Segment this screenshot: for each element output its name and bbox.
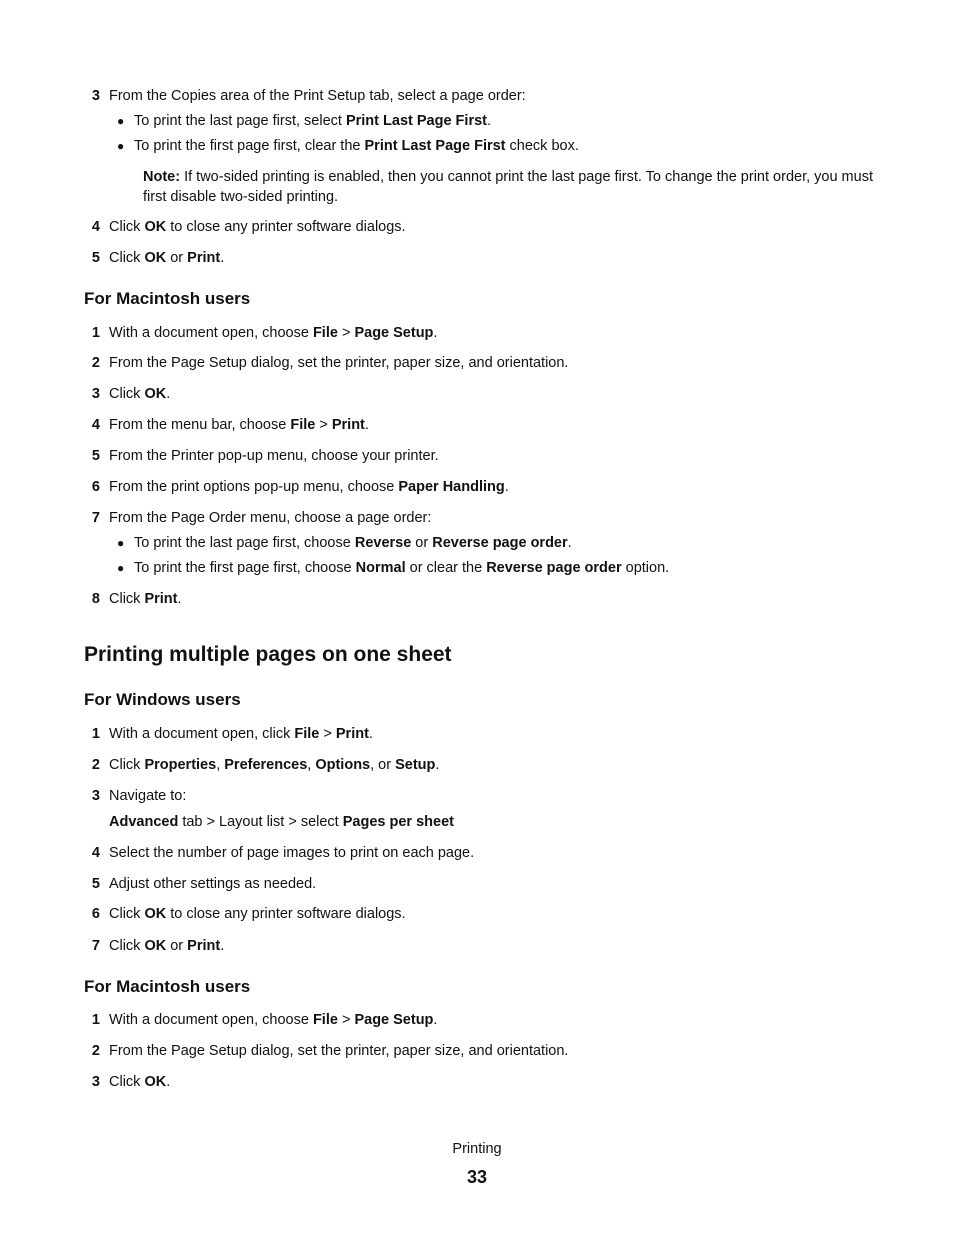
page-number: 33 xyxy=(466,1167,488,1187)
note-label: Note: xyxy=(143,169,181,185)
note-paragraph xyxy=(143,167,878,207)
bullet-dot-icon: ● xyxy=(117,139,125,153)
bullet-dot-icon: ● xyxy=(117,561,125,575)
section-title: Printing multiple pages on one sheet xyxy=(84,643,452,666)
subheading-macintosh: For Macintosh users xyxy=(84,289,251,308)
footer-chapter-label: Printing xyxy=(452,1141,502,1157)
step-text: From the Copies area of the Print Setup tab, select a page order: xyxy=(109,88,526,104)
document-page: 3 From the Copies area of the Print Setup tab, select a page order: ● To print the last page first, select Print Last Page First. ● To print the first page first, clear the Print Last Page First check box. Note: If two-sided printing is enabled, then you cannot print the last page first. To change the print order, you must first disable two-sided printing. 4 Click OK to close any printer software dialogs. 5 Click OK or Print. For Macintosh users 1 With a document open, choose File > Page Setup. 2 From the Page Setup dialog, set the printer, paper size, and orientation. 3 Click OK. 4 From the menu bar, choose File > Print. 5 From the Printer pop-up menu, choose your printer. 6 From the print options pop-up menu, choose Paper Handling. 7 From the Page Order menu, choose a page order: ● To print the last page first, choose Reverse or Reverse page order. ● To print the first page first, choose Normal or clear the Reverse page order option. 8 Click Print. Printing multiple pages on one sheet For Windows users 1 With a document open, click File > Print. 2 Click Properties, Preferences, Options, or Setup. 3 Navigate to: Advanced tab > Layout list > select Pages per sheet 4 Select the number of page images to print on each page. 5 Adjust other settings as needed. 6 Click OK to close any printer software dialogs. 7 Click OK or Print. For Macintosh users 1 With a document open, choose File > Page Setup. 2 From the Page Setup dialog, set the printer, paper size, and orientation. 3 Click OK. Printing 33 xyxy=(0,0,954,1235)
note-text: If two-sided printing is enabled, then you cannot print the last page first. To change the print order, you must first disable two-sided printing. xyxy=(143,169,873,205)
subheading-windows: For Windows users xyxy=(84,690,241,709)
navigation-path: Advanced tab > Layout list > select Pages per sheet xyxy=(109,814,454,830)
bullet-dot-icon: ● xyxy=(117,536,125,550)
subheading-macintosh: For Macintosh users xyxy=(84,977,251,996)
step-number: 3 xyxy=(91,88,100,104)
bullet-dot-icon: ● xyxy=(117,114,125,128)
